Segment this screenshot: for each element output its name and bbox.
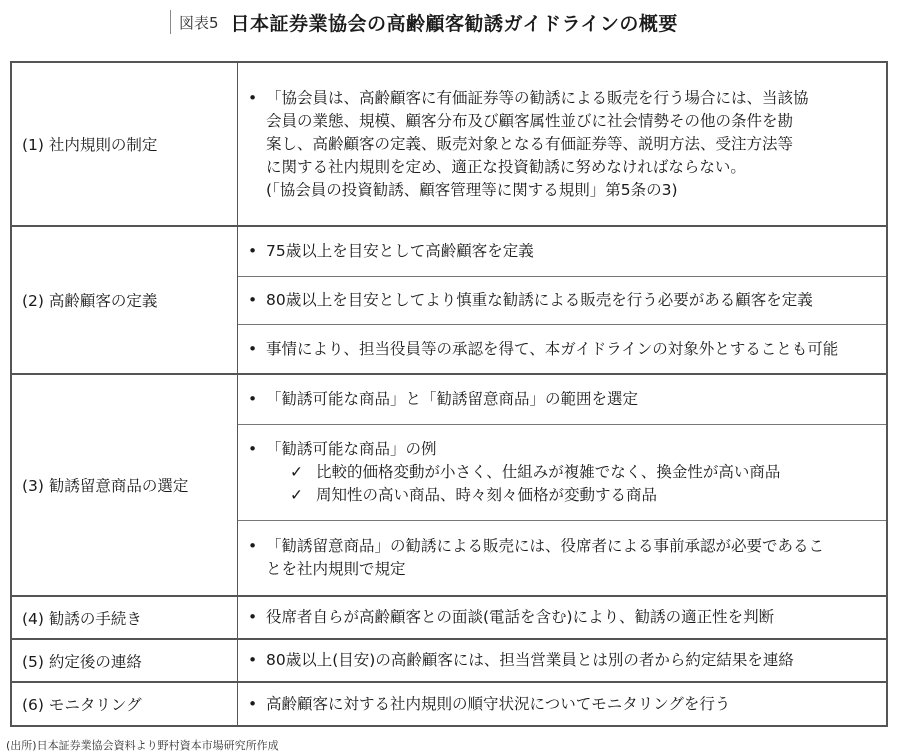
- section-items: [238, 640, 886, 681]
- bullet-icon: •: [248, 390, 258, 408]
- item-text: 75歳以上を目安として高齢顧客を定義: [266, 242, 534, 260]
- bullet-icon: •: [248, 537, 258, 555]
- guideline-item: [238, 597, 886, 638]
- checklist-item: [266, 461, 780, 484]
- item-text: 会員の業態、規模、顧客分布及び顧客属性並びに社会情勢その他の条件を勘: [266, 111, 794, 130]
- guideline-section: [12, 638, 886, 681]
- check-icon: ✓: [290, 486, 303, 504]
- checklist-text: 周知性の高い商品、時々刻々価格が変動する商品: [316, 486, 658, 504]
- bullet-icon: •: [248, 242, 258, 260]
- source-note: (出所)日本証券業協会資料より野村資本市場研究所作成: [6, 739, 279, 752]
- section-heading: (4) 勧誘の手続き: [12, 597, 238, 638]
- item-text: (「協会員の投資勧誘、顧客管理等に関する規則」第5条の3): [266, 180, 678, 199]
- section-heading: (2) 高齢顧客の定義: [12, 227, 238, 373]
- bullet-icon: •: [248, 291, 258, 309]
- item-text: 役席者自らが高齢顧客との面談(電話を含む)により、勧誘の適正性を判断: [266, 608, 775, 626]
- figure-label: 図表5: [179, 13, 219, 32]
- section-items: [238, 683, 886, 725]
- figure-title: 日本証券業協会の高齢顧客勧誘ガイドラインの概要: [230, 12, 678, 35]
- check-icon: ✓: [290, 463, 303, 481]
- checklist-item: [266, 484, 780, 507]
- item-text: 事情により、担当役員等の承認を得て、本ガイドラインの対象外とすることも可能: [266, 339, 839, 358]
- guideline-section: [12, 373, 886, 595]
- bullet-icon: •: [248, 694, 258, 713]
- section-items: [238, 597, 886, 638]
- section-heading: (6) モニタリング: [12, 683, 238, 725]
- item-text: 高齢顧客に対する社内規則の順守状況についてモニタリングを行う: [266, 694, 731, 713]
- guideline-item: [238, 324, 886, 373]
- bullet-icon: •: [248, 88, 258, 107]
- bullet-icon: •: [248, 339, 258, 358]
- section-heading: (1) 社内規則の制定: [12, 63, 238, 225]
- figure-title-bar: [170, 8, 678, 36]
- guideline-section: [12, 225, 886, 373]
- item-text: 案し、高齢顧客の定義、販売対象となる有価証券等、説明方法、受注方法等: [266, 134, 794, 153]
- bullet-icon: •: [248, 608, 258, 626]
- item-text: 「勧誘可能な商品」の例: [266, 440, 437, 458]
- section-heading: (5) 約定後の連絡: [12, 640, 238, 681]
- guideline-section: [12, 595, 886, 638]
- item-text: に関する社内規則を定め、適正な投資勧誘に努めなければならない。: [266, 157, 746, 176]
- section-items: [238, 375, 886, 595]
- section-heading: (3) 勧誘留意商品の選定: [12, 375, 238, 595]
- checklist-text: 比較的価格変動が小さく、仕組みが複雑でなく、換金性が高い商品: [316, 463, 781, 481]
- item-text: 「勧誘可能な商品」と「勧誘留意商品」の範囲を選定: [266, 390, 639, 408]
- guideline-section: [12, 681, 886, 725]
- section-items: [238, 227, 886, 373]
- section-items: [238, 63, 886, 225]
- bullet-icon: •: [248, 440, 258, 458]
- guideline-item: [238, 520, 886, 595]
- guideline-item: [238, 683, 886, 725]
- item-text: 「勧誘留意商品」の勧誘による販売には、役席者による事前承認が必要であるこ: [266, 537, 825, 555]
- guideline-table: [10, 61, 888, 727]
- guideline-item: [238, 424, 886, 520]
- item-text: 80歳以上を目安としてより慎重な勧誘による販売を行う必要がある顧客を定義: [266, 291, 813, 309]
- item-text: 「協会員は、高齢顧客に有価証券等の勧誘による販売を行う場合には、当該協: [266, 88, 809, 107]
- item-text: とを社内規則で規定: [266, 560, 406, 578]
- guideline-item: [238, 63, 886, 225]
- guideline-section: [12, 63, 886, 225]
- guideline-item: [238, 227, 886, 276]
- item-text: 80歳以上(目安)の高齢顧客には、担当営業員とは別の者から約定結果を連絡: [266, 651, 794, 669]
- guideline-item: [238, 375, 886, 424]
- bullet-icon: •: [248, 651, 258, 669]
- title-divider: [170, 10, 171, 34]
- guideline-item: [238, 640, 886, 681]
- guideline-item: [238, 276, 886, 324]
